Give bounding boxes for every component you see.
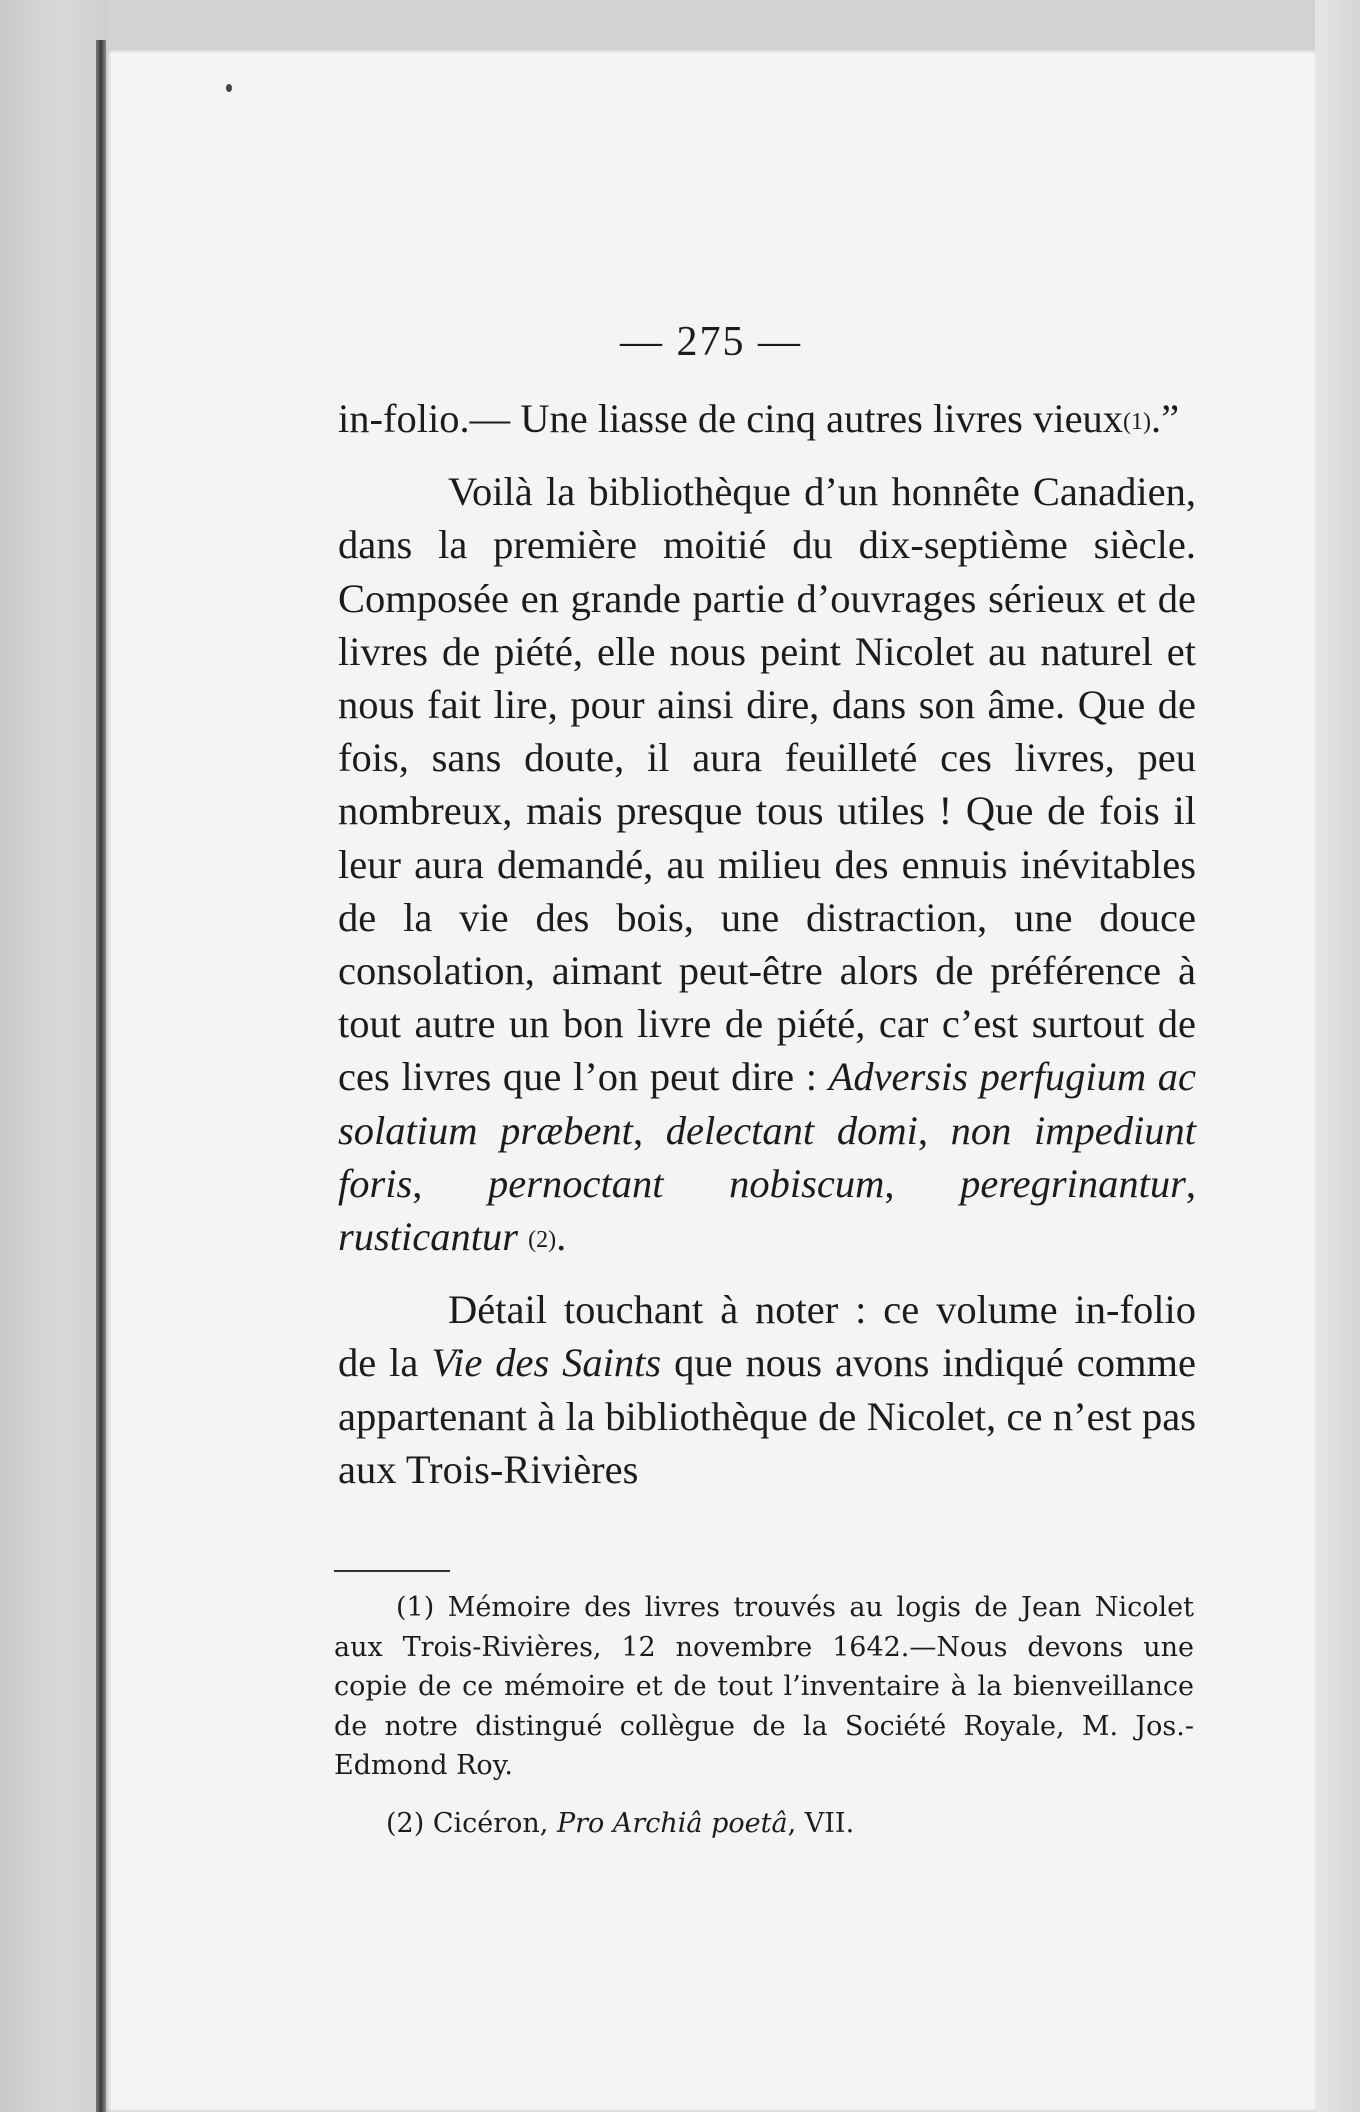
paragraph-1-end: .” xyxy=(1151,396,1180,441)
latin-quote-4: pernoctant nobiscum xyxy=(488,1160,885,1206)
footnote-separator xyxy=(334,1570,450,1572)
paragraph-3 xyxy=(338,1283,1196,1496)
footnotes xyxy=(334,1588,1194,1843)
footnote-2-end: , VII. xyxy=(787,1807,855,1839)
paragraph-2: Voilà la bibliothèque d’un honnête Canadien, dans la première moitié du dix-septième siècle. Composée en grande partie d’ouvrages sérieux et de livres de piété, elle nous peint Nicolet au naturel et nous fait lire, pour ainsi dire, dans son âme. Que de fois, sans doute, il aura feuilleté ces livres, peu nombreux, mais presque tous utiles ! Que de fois il leur aura demandé, au milieu des ennuis inévitables de la vie des bois, une distraction, une douce consolation, aimant peut-être alors de préférence à tout autre un bon livre de piété, car c’est surtout de ces livres que l’on peut dire : Adversis perfugium ac solatium præbent, delectant domi, non impediunt foris, pernoctant nobiscum, peregrinantur, rusticantur (2). xyxy=(338,469,1197,1260)
paragraph-3-text-end: que nous avons indiqué comme appartenant à la bibliothèque de Nicolet, ce n’est pas aux Trois-Rivières xyxy=(338,1340,1196,1492)
page-number: — 275 — xyxy=(620,319,802,365)
latin-quote-5: peregrinantur xyxy=(960,1160,1186,1206)
footnote-2-title: Pro Archiâ poetâ xyxy=(556,1807,788,1839)
latin-quote-3: non impediunt foris xyxy=(338,1107,1197,1206)
footnote-1-text: Mémoire des livres trouvés au logis de Jean Nicolet aux Trois-Rivières, 12 novembre 1642.—Nous devons une copie de ce mémoire et de tout l’inventaire à la bienveillance de notre distingué collègue de la Société Royale, M. Jos.-Edmond Roy. xyxy=(334,1592,1194,1781)
footnote-2-marker: (2) xyxy=(386,1807,425,1839)
footnote-ref-1: (1) xyxy=(1123,409,1152,435)
latin-quote-6: rusticantur xyxy=(338,1214,519,1260)
footnote-2-author: Cicéron, xyxy=(432,1807,549,1839)
ink-speck xyxy=(226,84,232,92)
paragraph-1 xyxy=(338,392,1196,449)
latin-quote-1: Adversis perfugium ac solatium præbent xyxy=(338,1054,1196,1153)
scan-margin-right xyxy=(1315,0,1360,2112)
footnote-ref-2: (2) xyxy=(528,1227,557,1254)
paragraph-1-text: in-folio.— Une liasse de cinq autres livres vieux xyxy=(338,396,1124,441)
latin-quote-2: delectant domi xyxy=(665,1107,918,1153)
paragraph-3-text: Détail touchant à noter : ce volume in-folio de la xyxy=(338,1287,1196,1386)
book-binding-edge xyxy=(96,40,106,2112)
book-title-vie-des-saints: Vie des Saints xyxy=(431,1340,662,1386)
footnote-1-marker: (1) xyxy=(396,1592,435,1623)
body-text xyxy=(338,392,1196,1496)
footnote-2 xyxy=(334,1804,1194,1844)
footnote-1 xyxy=(334,1588,1194,1786)
scan-margin-left xyxy=(0,0,108,2112)
book-page xyxy=(106,50,1316,2112)
paragraph-2-text: Voilà la bibliothèque d’un honnête Canadien, dans la première moitié du dix-septième siècle. Composée en grande partie d’ouvrages sérieux et de livres de piété, elle nous peint Nicolet au naturel et nous fait lire, pour ainsi dire, dans son âme. Que de fois, sans doute, il aura feuilleté ces livres, peu nombreux, mais presque tous utiles ! Que de fois il leur aura demandé, au milieu des ennuis inévitables de la vie des bois, une distraction, une douce consolation, aimant peut-être alors de préférence à tout autre un bon livre de piété, car c’est surtout de ces livres que l’on peut dire : xyxy=(338,469,1196,1100)
